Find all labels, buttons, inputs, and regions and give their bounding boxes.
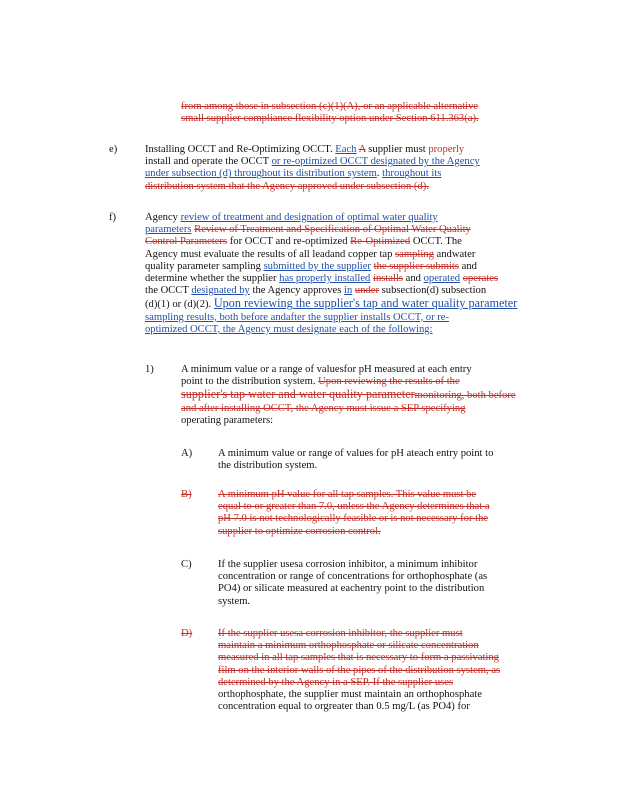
deleted-text: and after installing OCCT, the Agency must issue a SEP specifying [181, 402, 466, 414]
text-line [218, 701, 534, 713]
deleted-text: distribution system that the Agency approved under subsection (d). [145, 180, 429, 192]
text-line [218, 583, 528, 595]
text-line [145, 168, 528, 180]
struck-continuation-paragraph [181, 101, 521, 125]
paragraph-f-agency-review [145, 212, 535, 336]
deleted-text: A minimum pH value for all tap samples. This value must be [218, 489, 477, 500]
text-line [218, 489, 528, 501]
inserted-text: properly [428, 144, 465, 155]
deleted-text: monitoring, both before [414, 390, 516, 402]
text: andwater [433, 248, 476, 260]
text-line [218, 460, 536, 472]
deleted-text: maintain a minimum orthophosphate or silicate concentration [218, 640, 479, 652]
deleted-text: measured in all tap samples that is necessary to form a passivating [218, 652, 499, 664]
deleted-text: determined by the Agency in a SEP. If the supplier uses [218, 676, 454, 688]
deleted-text: pH 7.0 is not technologically feasible or is not necessary for the [218, 513, 489, 525]
inserted-text: parameters [145, 224, 192, 236]
deleted-text: equal to or greater than 7.0, unless the Agency determines that a [218, 501, 490, 513]
inserted-text: optimized OCCT, the Agency must designate each of the following: [145, 323, 433, 335]
text: and [403, 273, 424, 285]
deleted-text: installs [373, 273, 404, 285]
deleted-text: sampling [395, 248, 434, 260]
text-line [145, 312, 535, 324]
inserted-text: under subsection (d) throughout its distribution system [145, 168, 377, 180]
text: A minimum value or range of values for pH ateach entry point to [218, 448, 494, 459]
text-line [218, 513, 528, 525]
deleted-text: Review of Treatment and Specification of Optimal Water Quality [194, 224, 471, 236]
text: orthophosphate, the supplier must maintain an orthophosphate [218, 689, 482, 701]
paragraph-C-inhibitor-concentration [218, 559, 528, 608]
text-line [218, 677, 534, 689]
deleted-text: from among those in subsection (c)(1)(A), or an applicable alternative [181, 101, 479, 112]
text: PO4) or silicate measured at eachentry point to the distribution [218, 583, 485, 595]
item-label-D: D) [181, 628, 193, 639]
paragraph-e-installing-occt [145, 144, 528, 193]
deleted-text: film on the interior walls of the pipes of the distribution system, as [218, 664, 501, 676]
inserted-text: review of treatment and designation of optimal water quality [180, 212, 438, 223]
text-line [218, 596, 528, 608]
text: subsection(d) subsection [379, 285, 487, 297]
inserted-text: Each [335, 144, 357, 155]
text-line [218, 689, 534, 701]
text-line [181, 364, 526, 376]
text: the Agency approves [249, 285, 344, 297]
text-line [218, 501, 528, 513]
text: point to the distribution system. [181, 376, 319, 388]
inserted-text: has properly installed [279, 273, 371, 285]
text-line [145, 324, 535, 336]
text-line [218, 448, 536, 460]
text: the OCCT [145, 285, 192, 297]
inserted-text: designated by [191, 285, 250, 297]
inserted-text: Upon reviewing the supplier's tap and water quality parameter [213, 296, 518, 311]
text-line [145, 156, 528, 168]
deleted-text: the supplier submits [373, 260, 459, 272]
text-line [218, 628, 534, 640]
text: system. [218, 595, 251, 607]
text: install and operate the OCCT [145, 156, 272, 168]
text-line [145, 144, 528, 156]
deleted-text: Upon reviewing the results of the [318, 376, 460, 388]
text-line [145, 224, 535, 236]
inserted-text: submitted by the supplier [263, 260, 371, 272]
deleted-text: supplier's tap water and water quality parameter [181, 387, 415, 402]
deleted-text: Re-Optimized [350, 236, 411, 248]
inserted-text: in [344, 285, 353, 297]
deleted-text: operates [462, 273, 499, 285]
inserted-text: throughout its [382, 168, 442, 180]
text: operating parameters: [181, 414, 274, 426]
paragraph-B-deleted-min-ph [218, 489, 528, 538]
text-line [218, 640, 534, 652]
text-line [145, 236, 535, 248]
inserted-text: sampling results, both before andafter the supplier installs OCCT, or re- [145, 311, 450, 323]
text: and [458, 260, 477, 272]
text: concentration or range of concentrations for orthophosphate (as [218, 571, 488, 583]
text: concentration equal to orgreater than 0.5 mg/L (as PO4) for [218, 701, 470, 713]
text: supplier must [365, 144, 429, 155]
text: the distribution system. [218, 460, 318, 472]
paragraph-A-ph-entry-point [218, 448, 536, 472]
inserted-text: operated [423, 273, 461, 285]
text-line [181, 388, 526, 402]
deleted-text: supplier to optimize corrosion control. [218, 525, 381, 537]
text-line [218, 571, 528, 583]
text: determine whether the supplier [145, 273, 280, 285]
text-line [145, 181, 528, 193]
text-line [145, 261, 535, 273]
text: Agency must evaluate the results of all leadand copper tap [145, 248, 396, 260]
text-line [145, 273, 535, 285]
text-line [218, 665, 534, 677]
text-line [181, 113, 521, 125]
text: quality parameter sampling [145, 260, 264, 272]
deleted-text: A [358, 144, 366, 155]
text: Installing OCCT and Re-Optimizing OCCT. [145, 144, 336, 155]
item-label-1: 1) [145, 364, 154, 375]
text: Agency [145, 212, 181, 223]
paragraph-1-ph-range [181, 364, 526, 427]
text: If the supplier usesa corrosion inhibitor, a minimum inhibitor [218, 559, 478, 570]
text-line [181, 101, 521, 113]
text-line [145, 297, 535, 311]
text: A minimum value or a range of valuesfor pH measured at each entry [181, 364, 472, 375]
text-line [181, 403, 526, 415]
deleted-text: Control Parameters [145, 236, 228, 248]
text: (d)(1) or (d)(2). [145, 299, 214, 311]
text-line [218, 526, 528, 538]
text-line [145, 212, 535, 224]
text: OCCT. The [410, 236, 462, 248]
text-line [218, 559, 528, 571]
item-label-B: B) [181, 489, 192, 500]
item-label-e: e) [109, 144, 118, 155]
deleted-text: If the supplier usesa corrosion inhibitor, the supplier must [218, 628, 463, 639]
text-line [145, 249, 535, 261]
item-label-f: f) [109, 212, 117, 223]
deleted-text: under [354, 285, 380, 297]
text-line [218, 652, 534, 664]
paragraph-D-orthophosphate [218, 628, 534, 713]
inserted-text: or re-optimized OCCT designated by the Agency [271, 156, 480, 168]
text: . [376, 168, 383, 180]
text-line [181, 415, 526, 427]
deleted-text: small supplier compliance flexibility option under Section 611.363(a). [181, 113, 479, 125]
item-label-C: C) [181, 559, 192, 570]
text: for OCCT and re-optimized [227, 236, 351, 248]
item-label-A: A) [181, 448, 193, 459]
